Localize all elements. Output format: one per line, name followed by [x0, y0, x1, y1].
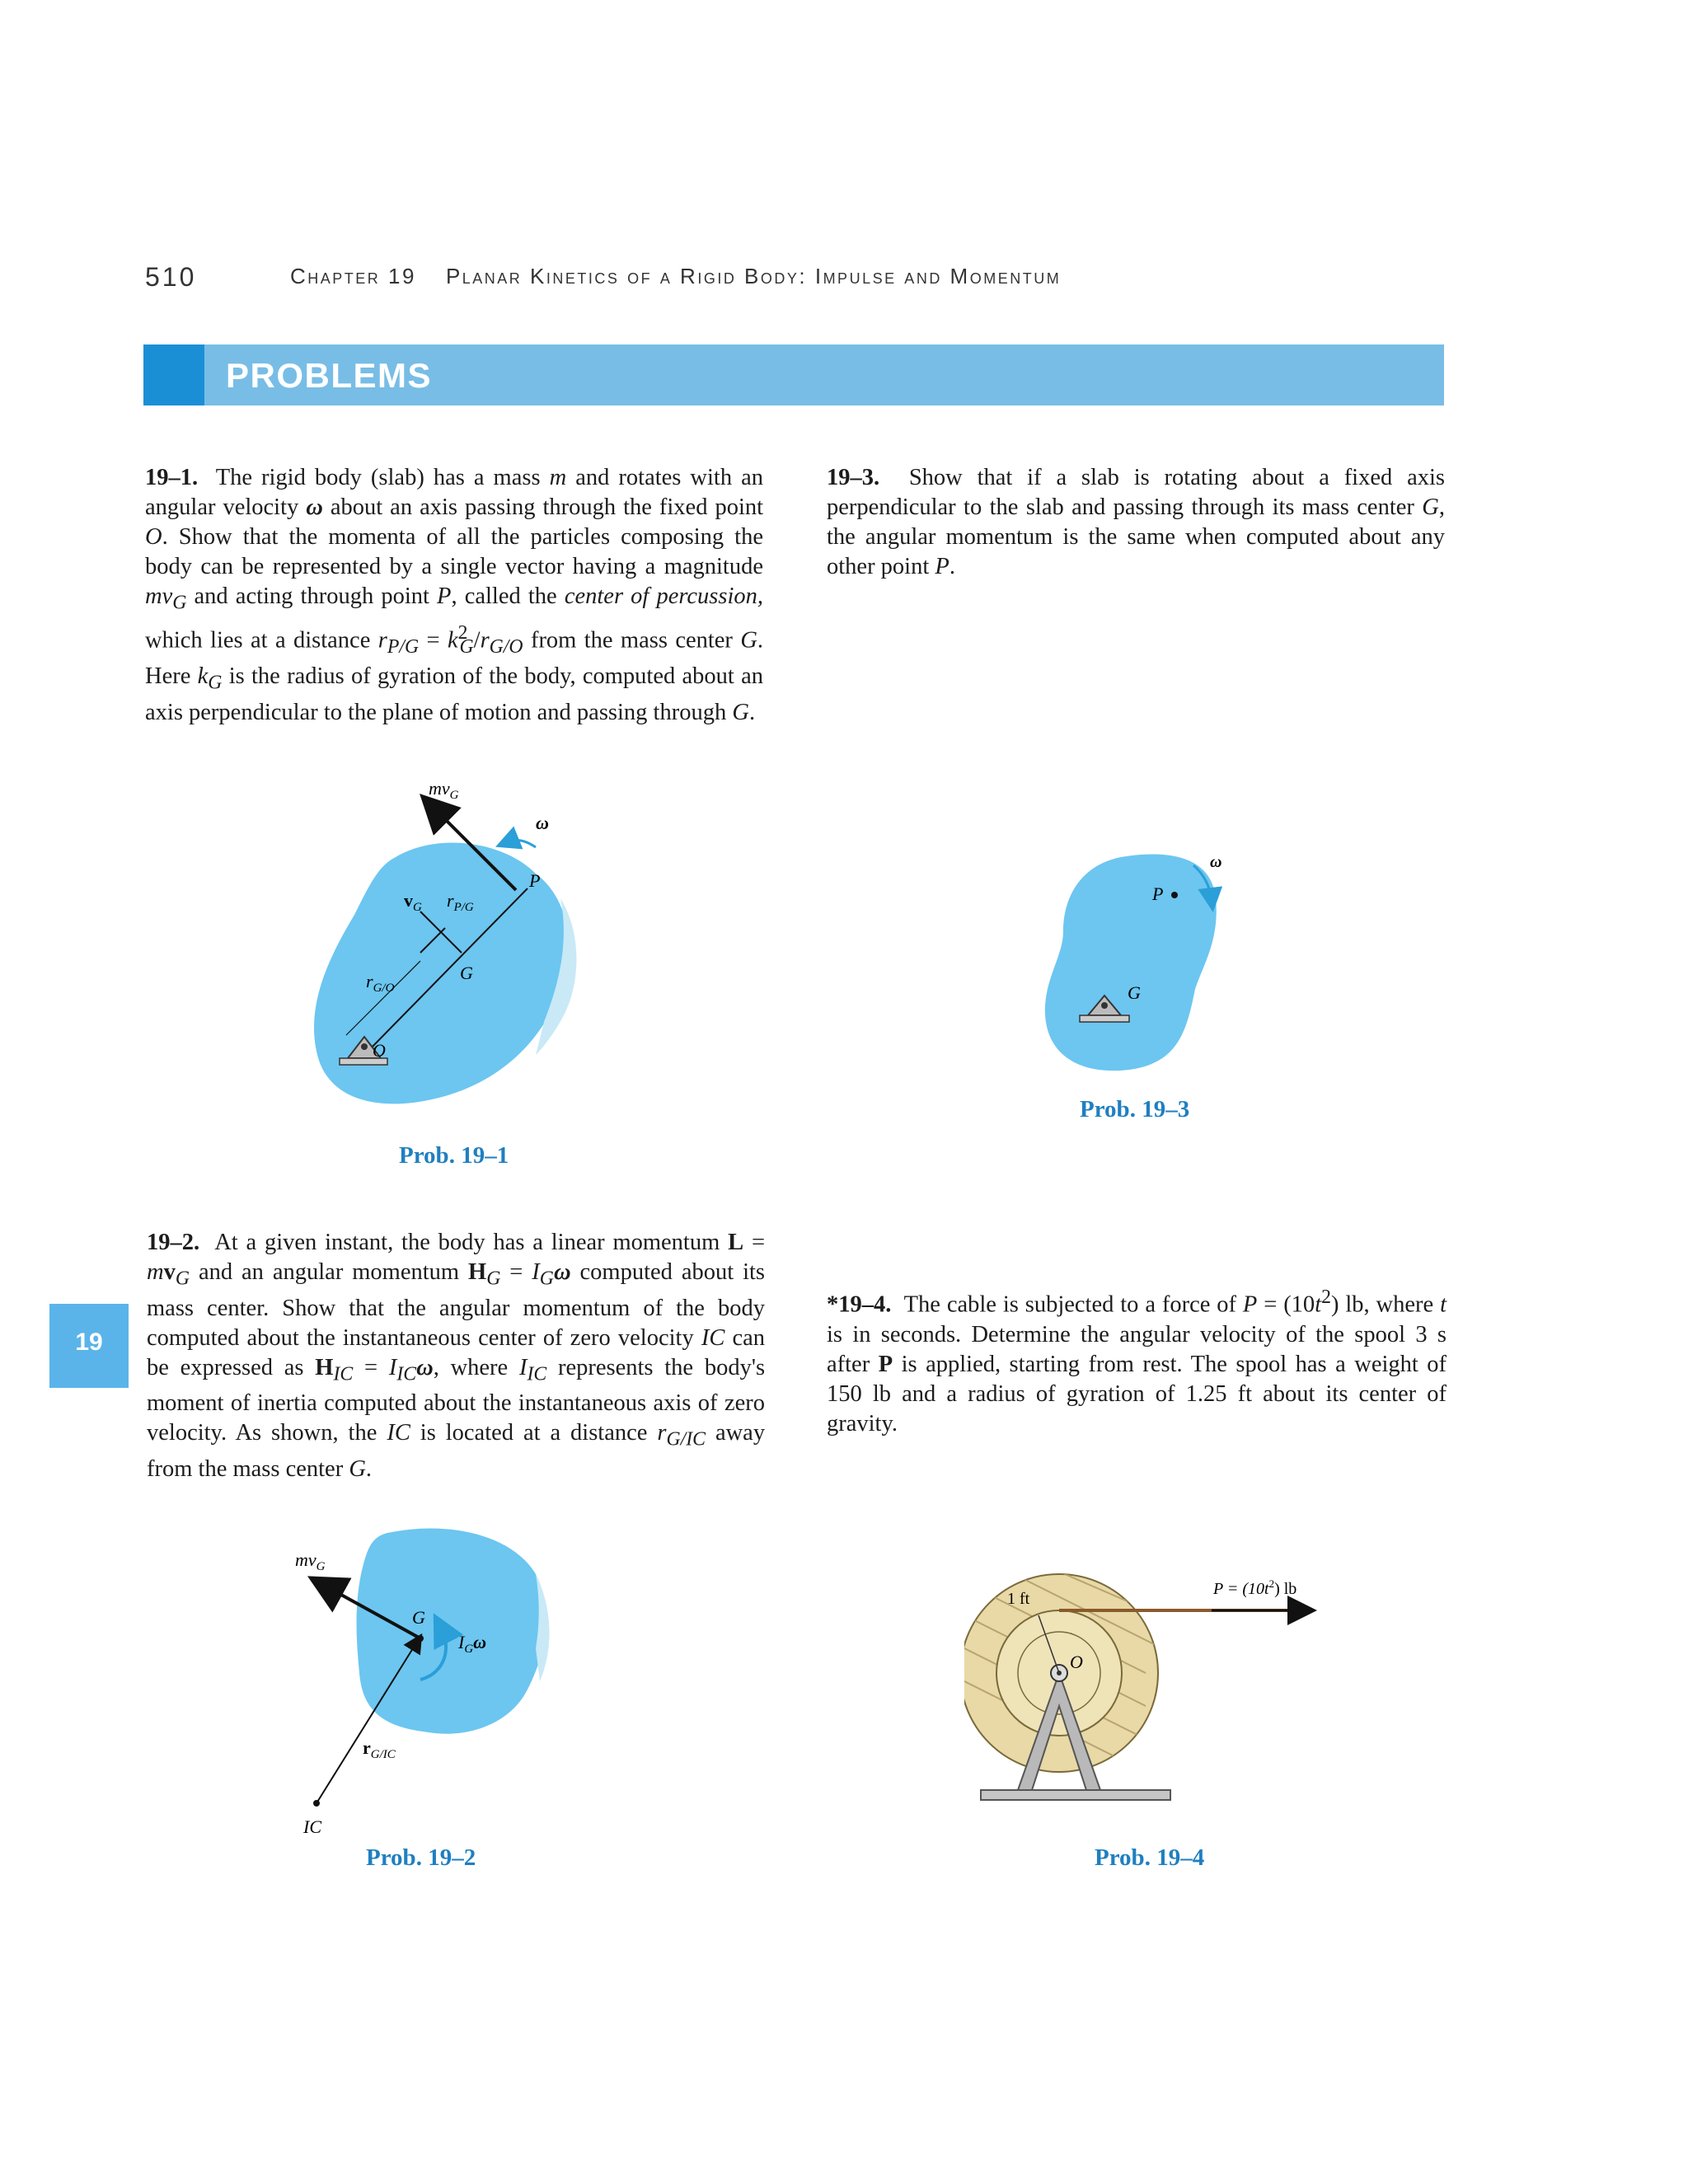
- chapter-label: Chapter 19: [290, 264, 416, 288]
- label-omega: ω: [1210, 853, 1222, 871]
- label-G: G: [412, 1607, 425, 1628]
- label-IGomega: $I_G\omega$: [458, 1632, 487, 1656]
- chapter-title: Planar Kinetics of a Rigid Body: Impulse and Momentum: [445, 264, 1062, 288]
- body: [357, 1528, 547, 1733]
- problem-19-4-text: *19–4. The cable is subjected to a force of $P = (10t^2)$ lb, where t is in seconds. Determine the angular velocity of the spool 3 s after P is applied, starting from rest. The spool has a weight of 150 lb and a radius of gyration of 1.25 ft about its center of gravity.: [827, 1286, 1447, 1436]
- label-G: G: [460, 963, 473, 983]
- caption-prob-19-4: Prob. 19–4: [1095, 1844, 1205, 1871]
- label-omega: ω: [536, 813, 549, 833]
- running-header: [290, 264, 1061, 289]
- chapter-thumb-tab-label: 19: [75, 1329, 103, 1356]
- label-G: G: [1128, 982, 1141, 1003]
- label-mvG: $mv_G$: [295, 1549, 326, 1573]
- label-P: P: [1152, 883, 1164, 904]
- label-1ft: 1 ft: [1007, 1590, 1030, 1608]
- caption-prob-19-3: Prob. 19–3: [1080, 1096, 1190, 1122]
- banner-accent-square: [143, 344, 204, 405]
- figure-19-1: [297, 775, 610, 1121]
- banner-title: PROBLEMS: [226, 356, 433, 395]
- page-number: 510: [145, 262, 197, 292]
- label-P: P: [529, 870, 541, 891]
- problem-19-1-text: 19–1. The rigid body (slab) has a mass m and rotates with an angular velocity ω about an axis passing through the fixed point O. Show that the momenta of all the particles composing the body can be represented by a single vector having a magnitude $mv_G$ and acting through point P, called the center of percussion, which lies at a distance $r_{P/G} = k^2_G/r_{G/O}$ from the mass center G. Here $k_G$ is the radius of gyration of the body, computed about an axis perpendicular to the plane of motion and passing through G.: [145, 465, 764, 725]
- label-O: O: [1070, 1652, 1083, 1672]
- label-mvG: $mv_G$: [429, 778, 459, 802]
- figure-19-2: [288, 1516, 569, 1838]
- label-rPG: $r_{P/G}$: [447, 890, 474, 914]
- omega-arrow: [507, 841, 536, 847]
- figure-19-4: [964, 1558, 1352, 1830]
- label-rGIC: $r_{G/IC}$: [363, 1737, 396, 1761]
- label-vG: $v_G$: [404, 890, 422, 914]
- figure-19-3: [1030, 841, 1269, 1088]
- label-O: O: [373, 1040, 386, 1061]
- point-G: [417, 1635, 424, 1642]
- caption-prob-19-2: Prob. 19–2: [366, 1844, 476, 1871]
- caption-prob-19-1: Prob. 19–1: [399, 1142, 509, 1169]
- label-rGO: $r_{G/O}$: [366, 971, 395, 995]
- label-force-P: $P = (10t^2)$ lb: [1213, 1577, 1297, 1598]
- problem-19-2-text: 19–2. At a given instant, the body has a linear momentum $L = mv_G$ and an angular momentum $H_G = I_G\omega$ computed about its mass center. Show that the angular momentum of the body computed about the instantaneous center of zero velocity IC can be expressed as $H_{IC} = I_{IC}\omega$, where $I_{IC}$ represents the body's moment of inertia computed about the instantaneous axis of zero velocity. As shown, the IC is located at a distance $r_{G/IC}$ away from the mass center G.: [147, 1230, 766, 1483]
- label-IC: IC: [303, 1816, 321, 1837]
- point-P-dot: [1171, 892, 1178, 898]
- problem-19-3-text: 19–3. Show that if a slab is rotating about a fixed axis perpendicular to the slab and passing through its mass center G, the angular momentum is the same when computed about any other point P.: [827, 465, 1446, 579]
- slab-body: [1045, 855, 1217, 1071]
- point-IC: [313, 1800, 320, 1807]
